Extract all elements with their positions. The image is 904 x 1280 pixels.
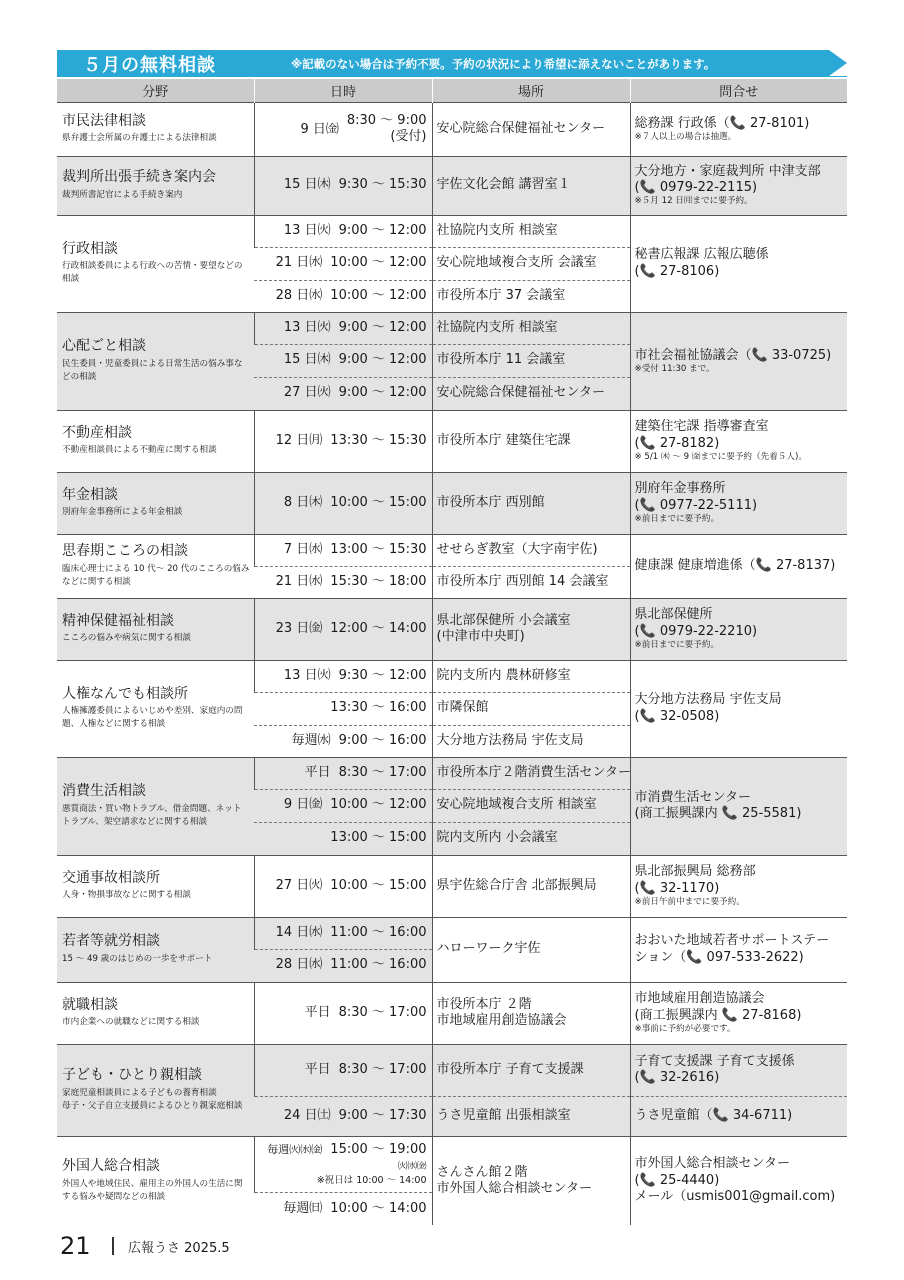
contact-note: ※前日午前中までに要予約。 bbox=[634, 896, 745, 907]
time: 10:00 ～ 14:00 bbox=[330, 1200, 427, 1216]
category-desc: 裁判所書記官による手続き案内 bbox=[62, 189, 183, 200]
category-name: 年金相談 bbox=[62, 486, 118, 503]
contact-cell bbox=[630, 410, 847, 472]
category-cell bbox=[57, 102, 254, 156]
category-name: 裁判所出張手続き案内会 bbox=[62, 169, 216, 186]
category-name: 就職相談 bbox=[62, 996, 118, 1013]
category-name: 不動産相談 bbox=[62, 424, 132, 441]
category-desc: 県弁護士会所属の弁護士による法律相談 bbox=[62, 133, 217, 144]
date: 毎週㈬ bbox=[291, 732, 331, 748]
datetime-cell bbox=[254, 280, 432, 312]
time: 15:00 ～ 19:00 bbox=[330, 1142, 427, 1157]
category-cell bbox=[57, 757, 254, 855]
place-cell: ハローワーク宇佐 bbox=[432, 917, 630, 982]
place-cell: 市役所本庁２階消費生活センター bbox=[432, 757, 630, 789]
table-row bbox=[57, 215, 847, 247]
category-cell bbox=[57, 917, 254, 982]
time: 13:00 ～ 15:30 bbox=[330, 541, 427, 557]
time: 8:30 ～ 9:00 bbox=[346, 113, 427, 129]
place-cell: 市役所本庁 37 会議室 bbox=[432, 280, 630, 312]
category-cell bbox=[57, 1044, 254, 1136]
table-row bbox=[57, 660, 847, 692]
category-desc: 悪質商法・買い物トラブル、借金問題、ネットトラブル、架空請求などに関する相談 bbox=[62, 803, 242, 827]
contact-phone: (📞 32-2616) bbox=[634, 1070, 720, 1085]
date: 13 日㈫ bbox=[283, 319, 331, 335]
datetime-cell bbox=[254, 410, 432, 472]
table-row bbox=[57, 102, 847, 156]
datetime-cell bbox=[254, 660, 432, 692]
category-name: 外国人総合相談 bbox=[62, 1158, 160, 1175]
place-cell: 安心院総合保健福祉センター bbox=[432, 102, 630, 156]
category-cell bbox=[57, 215, 254, 312]
table-row bbox=[57, 410, 847, 472]
contact: 市地域雇用創造協議会 bbox=[634, 991, 765, 1007]
contact: 県北部保健所 bbox=[634, 607, 713, 623]
time: 10:00 ～ 12:00 bbox=[330, 797, 427, 813]
date: 27 日㈫ bbox=[275, 877, 323, 893]
datetime-cell bbox=[254, 822, 432, 855]
place-cell: 大分地方法務局 宇佐支局 bbox=[432, 725, 630, 757]
time: 11:00 ～ 16:00 bbox=[330, 924, 427, 940]
datetime-cell bbox=[254, 982, 432, 1044]
date: 平日 bbox=[304, 1061, 331, 1077]
date: 28 日㈬ bbox=[275, 287, 323, 303]
consultation-table bbox=[57, 79, 847, 1225]
category-cell bbox=[57, 982, 254, 1044]
time-note: (受付) bbox=[390, 129, 427, 144]
place-cell: 市役所本庁 子育て支援課 bbox=[432, 1044, 630, 1096]
contact-phone: (📞 25-4440) bbox=[634, 1172, 720, 1188]
time: 9:00 ～ 17:30 bbox=[338, 1107, 427, 1123]
datetime-cell bbox=[254, 598, 432, 660]
category-cell bbox=[57, 156, 254, 215]
date: 9 日㈮ bbox=[300, 121, 339, 137]
contact: 秘書広報課 広報広聴係 bbox=[634, 247, 769, 263]
datetime-cell bbox=[254, 855, 432, 917]
contact-cell bbox=[630, 917, 847, 982]
time: 12:00 ～ 14:00 bbox=[330, 620, 427, 636]
date: 21 日㈬ bbox=[275, 255, 323, 271]
category-desc: 行政相談委員による行政への苦情・要望などの相談 bbox=[62, 261, 243, 285]
time: 13:30 ～ 15:30 bbox=[330, 432, 427, 448]
place-cell: 市役所本庁 建築住宅課 bbox=[432, 410, 630, 472]
date: 平日 bbox=[304, 1004, 331, 1020]
place-cell: 社協院内支所 相談室 bbox=[432, 215, 630, 247]
category-cell bbox=[57, 534, 254, 598]
contact-note: ※ 5/1 ㈭ ～ 9 ㈮までに要予約（先着５人)。 bbox=[634, 451, 807, 462]
time: 9:00 ～ 12:00 bbox=[338, 352, 427, 368]
table-row bbox=[57, 598, 847, 660]
date: 13 日㈫ bbox=[283, 667, 331, 683]
contact: おおいた地域若者サポートステー bbox=[634, 933, 830, 949]
category-desc: 家庭児童相談員による子どもの養育相談 bbox=[62, 1087, 217, 1098]
contact-cell bbox=[630, 982, 847, 1044]
contact-cell bbox=[630, 215, 847, 312]
category-name: 精神保健福祉相談 bbox=[62, 612, 174, 629]
datetime-cell bbox=[254, 215, 432, 247]
contact-phone: (📞 27-8106) bbox=[634, 263, 720, 279]
place-cell: 安心院地域複合支所 会議室 bbox=[432, 247, 630, 280]
contact-note: ※５月 12 日㈪までに要予約。 bbox=[634, 196, 753, 207]
contact-phone: (📞 32-0508) bbox=[634, 708, 720, 724]
date: 24 日㈯ bbox=[283, 1107, 331, 1123]
time: 9:00 ～ 16:00 bbox=[338, 732, 427, 748]
date: 27 日㈫ bbox=[283, 385, 331, 401]
category-name: 心配ごと相談 bbox=[62, 338, 146, 355]
datetime-cell bbox=[254, 692, 432, 725]
table-row bbox=[57, 855, 847, 917]
place-cell: 安心院地域複合支所 相談室 bbox=[432, 789, 630, 822]
contact: 大分地方・家庭裁判所 中津支部 bbox=[634, 163, 821, 179]
table-row bbox=[57, 982, 847, 1044]
time: 10:00 ～ 15:00 bbox=[330, 877, 427, 893]
category-name: 市民法律相談 bbox=[62, 112, 146, 129]
time: 9:30 ～ 15:30 bbox=[338, 177, 427, 193]
date: 毎週㈫㈬㈮ bbox=[267, 1143, 323, 1156]
date: 12 日㈪ bbox=[275, 432, 323, 448]
date: 28 日㈬ bbox=[275, 957, 323, 973]
date: 9 日㈮ bbox=[283, 797, 323, 813]
date: 平日 bbox=[304, 764, 331, 780]
category-desc: 人身・物損事故などに関する相談 bbox=[62, 890, 191, 901]
datetime-cell bbox=[254, 156, 432, 215]
contact-phone: ション（📞 097-533-2622) bbox=[634, 949, 804, 965]
datetime-cell bbox=[254, 1044, 432, 1096]
date: 毎週㈰ bbox=[283, 1200, 323, 1216]
table-row bbox=[57, 312, 847, 344]
category-desc: 市内企業への就職などに関する相談 bbox=[62, 1017, 200, 1028]
place-cell: 安心院総合保健福祉センター bbox=[432, 377, 630, 410]
contact-cell bbox=[630, 156, 847, 215]
place-detail: 市地域雇用創造協議会 bbox=[436, 1013, 567, 1028]
category-name: 行政相談 bbox=[62, 240, 118, 257]
place-detail: 市外国人総合相談センター bbox=[436, 1180, 592, 1196]
time: 9:00 ～ 12:00 bbox=[338, 222, 427, 238]
category-cell bbox=[57, 472, 254, 534]
category-desc: 母子・父子自立支援員によるひとり親家庭相談 bbox=[62, 1100, 243, 1111]
holiday-note: ※祝日は 10:00 ～ 14:00 bbox=[316, 1174, 427, 1186]
category-name: 消費生活相談 bbox=[62, 783, 146, 800]
date: 13 日㈫ bbox=[283, 222, 331, 238]
table-row bbox=[57, 472, 847, 534]
table-row bbox=[57, 534, 847, 566]
category-cell bbox=[57, 855, 254, 917]
time: 10:00 ～ 12:00 bbox=[330, 287, 427, 303]
contact: 県北部振興局 総務部 bbox=[634, 864, 756, 880]
category-name: 子ども・ひとり親相談 bbox=[62, 1067, 202, 1084]
datetime-cell bbox=[254, 377, 432, 410]
place-cell: せせらぎ教室（大字南宇佐) bbox=[432, 534, 630, 566]
contact-phone: (📞 0977-22-5111) bbox=[634, 497, 758, 513]
date: 15 日㈭ bbox=[283, 352, 331, 368]
section-title: ５月の無料相談 bbox=[83, 54, 216, 76]
place-cell: うさ児童館 出張相談室 bbox=[432, 1096, 630, 1136]
datetime-cell bbox=[254, 1136, 432, 1192]
category-desc: 15 ～ 49 歳のはじめの一歩をサポート bbox=[62, 953, 213, 964]
table-row bbox=[57, 1044, 847, 1096]
place-detail: (中津市中央町) bbox=[436, 629, 525, 644]
date: 23 日㈮ bbox=[275, 620, 323, 636]
col-header: 分野 bbox=[57, 79, 254, 102]
category-name: 交通事故相談所 bbox=[62, 869, 160, 886]
category-name: 思春期こころの相談 bbox=[62, 543, 188, 560]
contact-note: ※７人以上の場合は抽選。 bbox=[634, 131, 737, 142]
category-desc: 民生委員・児童委員による日常生活の悩み事などの相談 bbox=[62, 358, 243, 382]
category-cell bbox=[57, 312, 254, 410]
contact-cell bbox=[630, 598, 847, 660]
place: 市役所本庁 ２階 bbox=[436, 996, 532, 1012]
contact-note: ※事前に予約が必要です。 bbox=[634, 1023, 736, 1034]
datetime-cell bbox=[254, 789, 432, 822]
datetime-cell bbox=[254, 757, 432, 789]
datetime-cell bbox=[254, 102, 432, 156]
place: さんさん館２階 bbox=[436, 1164, 528, 1180]
datetime-cell bbox=[254, 949, 432, 982]
contact-cell bbox=[630, 472, 847, 534]
datetime-cell bbox=[254, 725, 432, 757]
place-cell: 市役所本庁 11 会議室 bbox=[432, 344, 630, 377]
category-cell bbox=[57, 598, 254, 660]
contact-phone: (📞 0979-22-2210) bbox=[634, 623, 758, 639]
date: 21 日㈬ bbox=[275, 573, 323, 589]
col-header: 場所 bbox=[432, 79, 630, 102]
time: 8:30 ～ 17:00 bbox=[338, 764, 427, 780]
category-desc: こころの悩みや病気に関する相談 bbox=[62, 633, 191, 644]
contact: 市社会福祉協議会（📞 33-0725) bbox=[634, 347, 832, 363]
time: 13:00 ～ 15:00 bbox=[330, 830, 427, 846]
contact: 大分地方法務局 宇佐支局 bbox=[634, 692, 782, 708]
datetime-cell bbox=[254, 247, 432, 280]
time: 13:30 ～ 16:00 bbox=[330, 700, 427, 716]
contact-cell: 健康課 健康増進係（📞 27-8137) bbox=[630, 534, 847, 598]
place-cell: 市隣保館 bbox=[432, 692, 630, 725]
section-notice: ※記載のない場合は予約不要。予約の状況により希望に添えないことがあります。 bbox=[291, 56, 716, 71]
page-footer bbox=[60, 1232, 230, 1260]
contact-phone: (商工振興課内 📞 25-5581) bbox=[634, 806, 802, 821]
contact-note: ※受付 11:30 まで。 bbox=[634, 363, 715, 374]
contact-cell bbox=[630, 102, 847, 156]
category-desc: 別府年金事務所による年金相談 bbox=[62, 507, 183, 518]
datetime-cell bbox=[254, 344, 432, 377]
page-number: 21 bbox=[60, 1232, 91, 1260]
category-cell bbox=[57, 660, 254, 757]
category-desc: 臨床心理士による 10 代～ 20 代のこころの悩みなどに関する相談 bbox=[62, 563, 250, 587]
contact-cell bbox=[630, 757, 847, 855]
date: 8 日㈭ bbox=[283, 494, 323, 510]
contact-phone: (商工振興課内 📞 27-8168) bbox=[634, 1007, 802, 1023]
place: 県北部保健所 小会議室 bbox=[436, 612, 571, 628]
datetime-cell bbox=[254, 534, 432, 566]
category-name: 人権なんでも相談所 bbox=[62, 685, 188, 702]
contact: 総務課 行政係（📞 27-8101) bbox=[634, 115, 810, 131]
table-row bbox=[57, 757, 847, 789]
table-header bbox=[57, 79, 847, 102]
place-cell bbox=[432, 598, 630, 660]
date: 15 日㈭ bbox=[283, 177, 331, 193]
time: 9:00 ～ 12:00 bbox=[338, 385, 427, 401]
contact-note: ※前日までに要予約。 bbox=[634, 639, 720, 650]
table-row bbox=[57, 1136, 847, 1192]
contact-phone: (📞 0979-22-2115) bbox=[634, 180, 758, 196]
datetime-cell bbox=[254, 1192, 432, 1225]
date: 7 日㈬ bbox=[283, 541, 323, 557]
time: 8:30 ～ 17:00 bbox=[338, 1004, 427, 1020]
table-row bbox=[57, 156, 847, 215]
category-name: 若者等就労相談 bbox=[62, 933, 160, 950]
col-header: 日時 bbox=[254, 79, 432, 102]
contact: 市外国人総合相談センター bbox=[634, 1156, 790, 1172]
section-banner bbox=[57, 50, 847, 77]
time: 10:00 ～ 15:00 bbox=[330, 494, 427, 510]
time: 8:30 ～ 17:00 bbox=[338, 1061, 427, 1077]
place-cell: 社協院内支所 相談室 bbox=[432, 312, 630, 344]
contact-note: ※前日までに要予約。 bbox=[634, 513, 720, 524]
time: 10:00 ～ 12:00 bbox=[330, 255, 427, 271]
contact-email: メール（usmis001@gmail.com) bbox=[634, 1188, 836, 1204]
place-cell bbox=[432, 1136, 630, 1225]
place-cell bbox=[432, 982, 630, 1044]
category-cell bbox=[57, 410, 254, 472]
weekday-note: ㈫㈬㈮ bbox=[397, 1160, 427, 1172]
contact-phone: (📞 32-1170) bbox=[634, 880, 720, 896]
datetime-cell bbox=[254, 1096, 432, 1136]
contact: 子育て支援課 子育て支援係 bbox=[634, 1053, 795, 1069]
place-cell: 県宇佐総合庁舎 北部振興局 bbox=[432, 855, 630, 917]
place-cell: 院内支所内 農林研修室 bbox=[432, 660, 630, 692]
datetime-cell bbox=[254, 312, 432, 344]
contact-cell bbox=[630, 660, 847, 757]
place-cell: 宇佐文化会館 講習室１ bbox=[432, 156, 630, 215]
contact-cell: うさ児童館（📞 34-6711) bbox=[630, 1096, 847, 1136]
time: 11:00 ～ 16:00 bbox=[330, 957, 427, 973]
place-cell: 市役所本庁 西別館 14 会議室 bbox=[432, 566, 630, 598]
contact-cell bbox=[630, 855, 847, 917]
publication-name: 広報うさ 2025.5 bbox=[128, 1240, 230, 1256]
date: 14 日㈬ bbox=[275, 924, 323, 940]
category-desc: 不動産相談員による不動産に関する相談 bbox=[62, 445, 217, 456]
time: 15:30 ～ 18:00 bbox=[330, 573, 427, 589]
contact: 別府年金事務所 bbox=[634, 481, 726, 497]
footer-divider bbox=[112, 1237, 114, 1255]
contact-phone: (📞 27-8182) bbox=[634, 435, 720, 451]
place-cell: 院内支所内 小会議室 bbox=[432, 822, 630, 855]
time: 9:00 ～ 12:00 bbox=[338, 319, 427, 335]
datetime-cell bbox=[254, 566, 432, 598]
contact-cell bbox=[630, 312, 847, 410]
place-cell: 市役所本庁 西別館 bbox=[432, 472, 630, 534]
table-row bbox=[57, 917, 847, 949]
category-cell bbox=[57, 1136, 254, 1225]
category-desc: 人権擁護委員によるいじめや差別、家庭内の問題、人権などに関する相談 bbox=[62, 706, 243, 730]
contact: 建築住宅課 指導審査室 bbox=[634, 419, 769, 435]
time: 9:30 ～ 12:00 bbox=[338, 667, 427, 683]
contact: 市消費生活センター bbox=[634, 789, 751, 805]
contact-cell bbox=[630, 1136, 847, 1225]
contact-cell bbox=[630, 1044, 847, 1096]
col-header: 問合せ bbox=[630, 79, 847, 102]
datetime-cell bbox=[254, 472, 432, 534]
category-desc: 外国人や地域住民、雇用主の外国人の生活に関する悩みや疑問などの相談 bbox=[62, 1178, 243, 1202]
datetime-cell bbox=[254, 917, 432, 949]
